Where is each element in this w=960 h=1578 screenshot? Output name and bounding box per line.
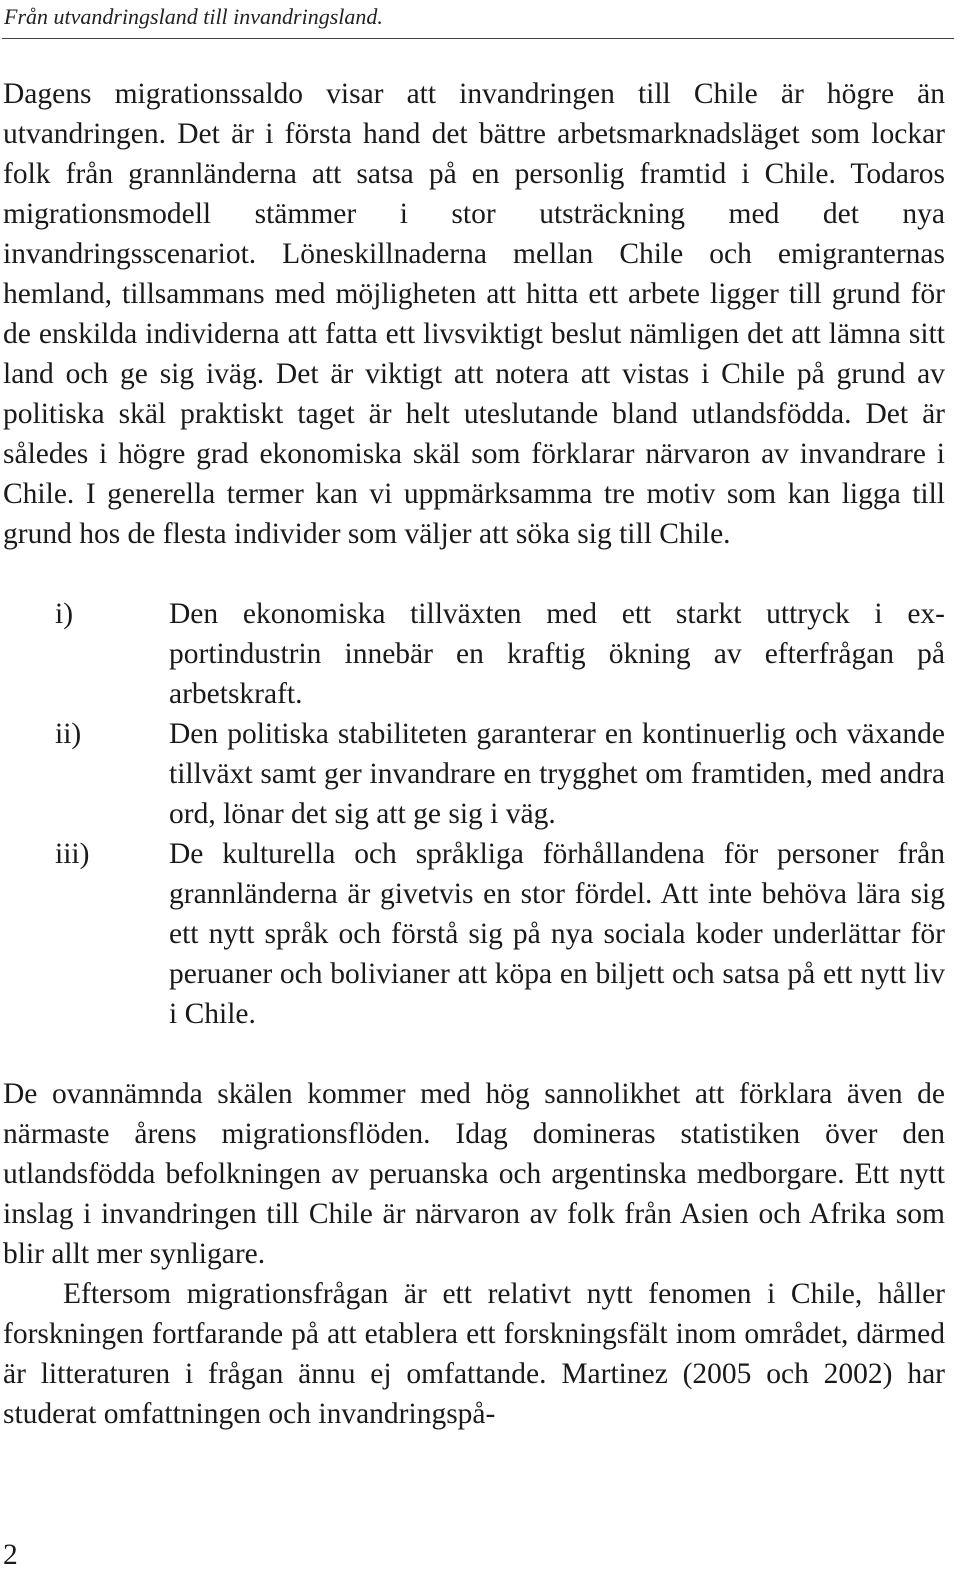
motives-list	[3, 594, 945, 1034]
paragraph: Eftersom migrationsfrågan är ett relativt nytt fenomen i Chile, håller forskningen fortfarande på att etablera ett forskningsfält inom området, därmed är litteraturen i frågan ännu ej omfattande. Martinez (2005 och 2002) har studerat omfattningen och invandringspå-	[3, 1278, 945, 1430]
list-item	[3, 714, 945, 834]
list-item	[3, 834, 945, 1034]
list-item-text: Den politiska stabiliteten garanterar en kontinuerlig och växande tillväxt samt ger invandrare en trygghet om framtiden, med andra ord, lönar det sig att ge sig i väg.	[169, 718, 945, 830]
list-marker: iii)	[55, 838, 90, 870]
body-text	[3, 74, 945, 1434]
list-item	[3, 594, 945, 714]
list-item-text: Den ekonomiska tillväxten med ett starkt uttryck i exportindustrin innebär en kraftig ökning av efterfrågan på arbetskraft.	[169, 598, 945, 710]
list-item-text: De kulturella och språkliga förhållandena för personer från grannländerna är givetvis en stor fördel. Att inte behöva lära sig ett nytt språk och förstå sig på nya sociala koder underlättar för peruaner och bolivianer att köpa en biljett och satsa på ett nytt liv i Chile.	[169, 838, 945, 1030]
paragraph: Dagens migrationssaldo visar att invandringen till Chile är högre än utvandringen. Det är i första hand det bättre arbetsmarknadsläget som lockar folk från grannländerna att satsa på en personlig framtid i Chile. Todaros migrationsmodell stämmer i stor utsträckning med det nya invandringsscenariot. Löneskillnaderna mellan Chile och emigranternas hemland, tillsammans med möjligheten att hitta ett arbete ligger till grund för de enskilda individerna att fatta ett livsviktigt beslut nämligen det att lämna sitt land och ge sig iväg. Det är viktigt att notera att vistas i Chile på grund av politiska skäl praktiskt taget är helt uteslutande bland utlandsfödda. Det är således i högre grad ekonomiska skäl som förklarar närvaron av invandrare i Chile. I generella termer kan vi uppmärksamma tre motiv som kan ligga till grund hos de flesta individer som väljer att söka sig till Chile.	[3, 78, 945, 550]
list-marker: ii)	[55, 718, 82, 750]
spacer	[3, 554, 945, 594]
running-header: Från utvandringsland till invandringsland.	[4, 4, 383, 29]
paragraph: De ovannämnda skälen kommer med hög sannolikhet att förklara även de närmaste årens migrationsflöden. Idag domineras statistiken över den utlandsfödda befolkningen av peruanska och argentinska medborgare. Ett nytt inslag i invandringen till Chile är närvaron av folk från Asien och Afrika som blir allt mer synligare.	[3, 1078, 945, 1270]
page-number: 2	[3, 1539, 18, 1571]
header-rule	[2, 38, 954, 39]
spacer	[3, 1034, 945, 1074]
list-marker: i)	[55, 598, 74, 630]
